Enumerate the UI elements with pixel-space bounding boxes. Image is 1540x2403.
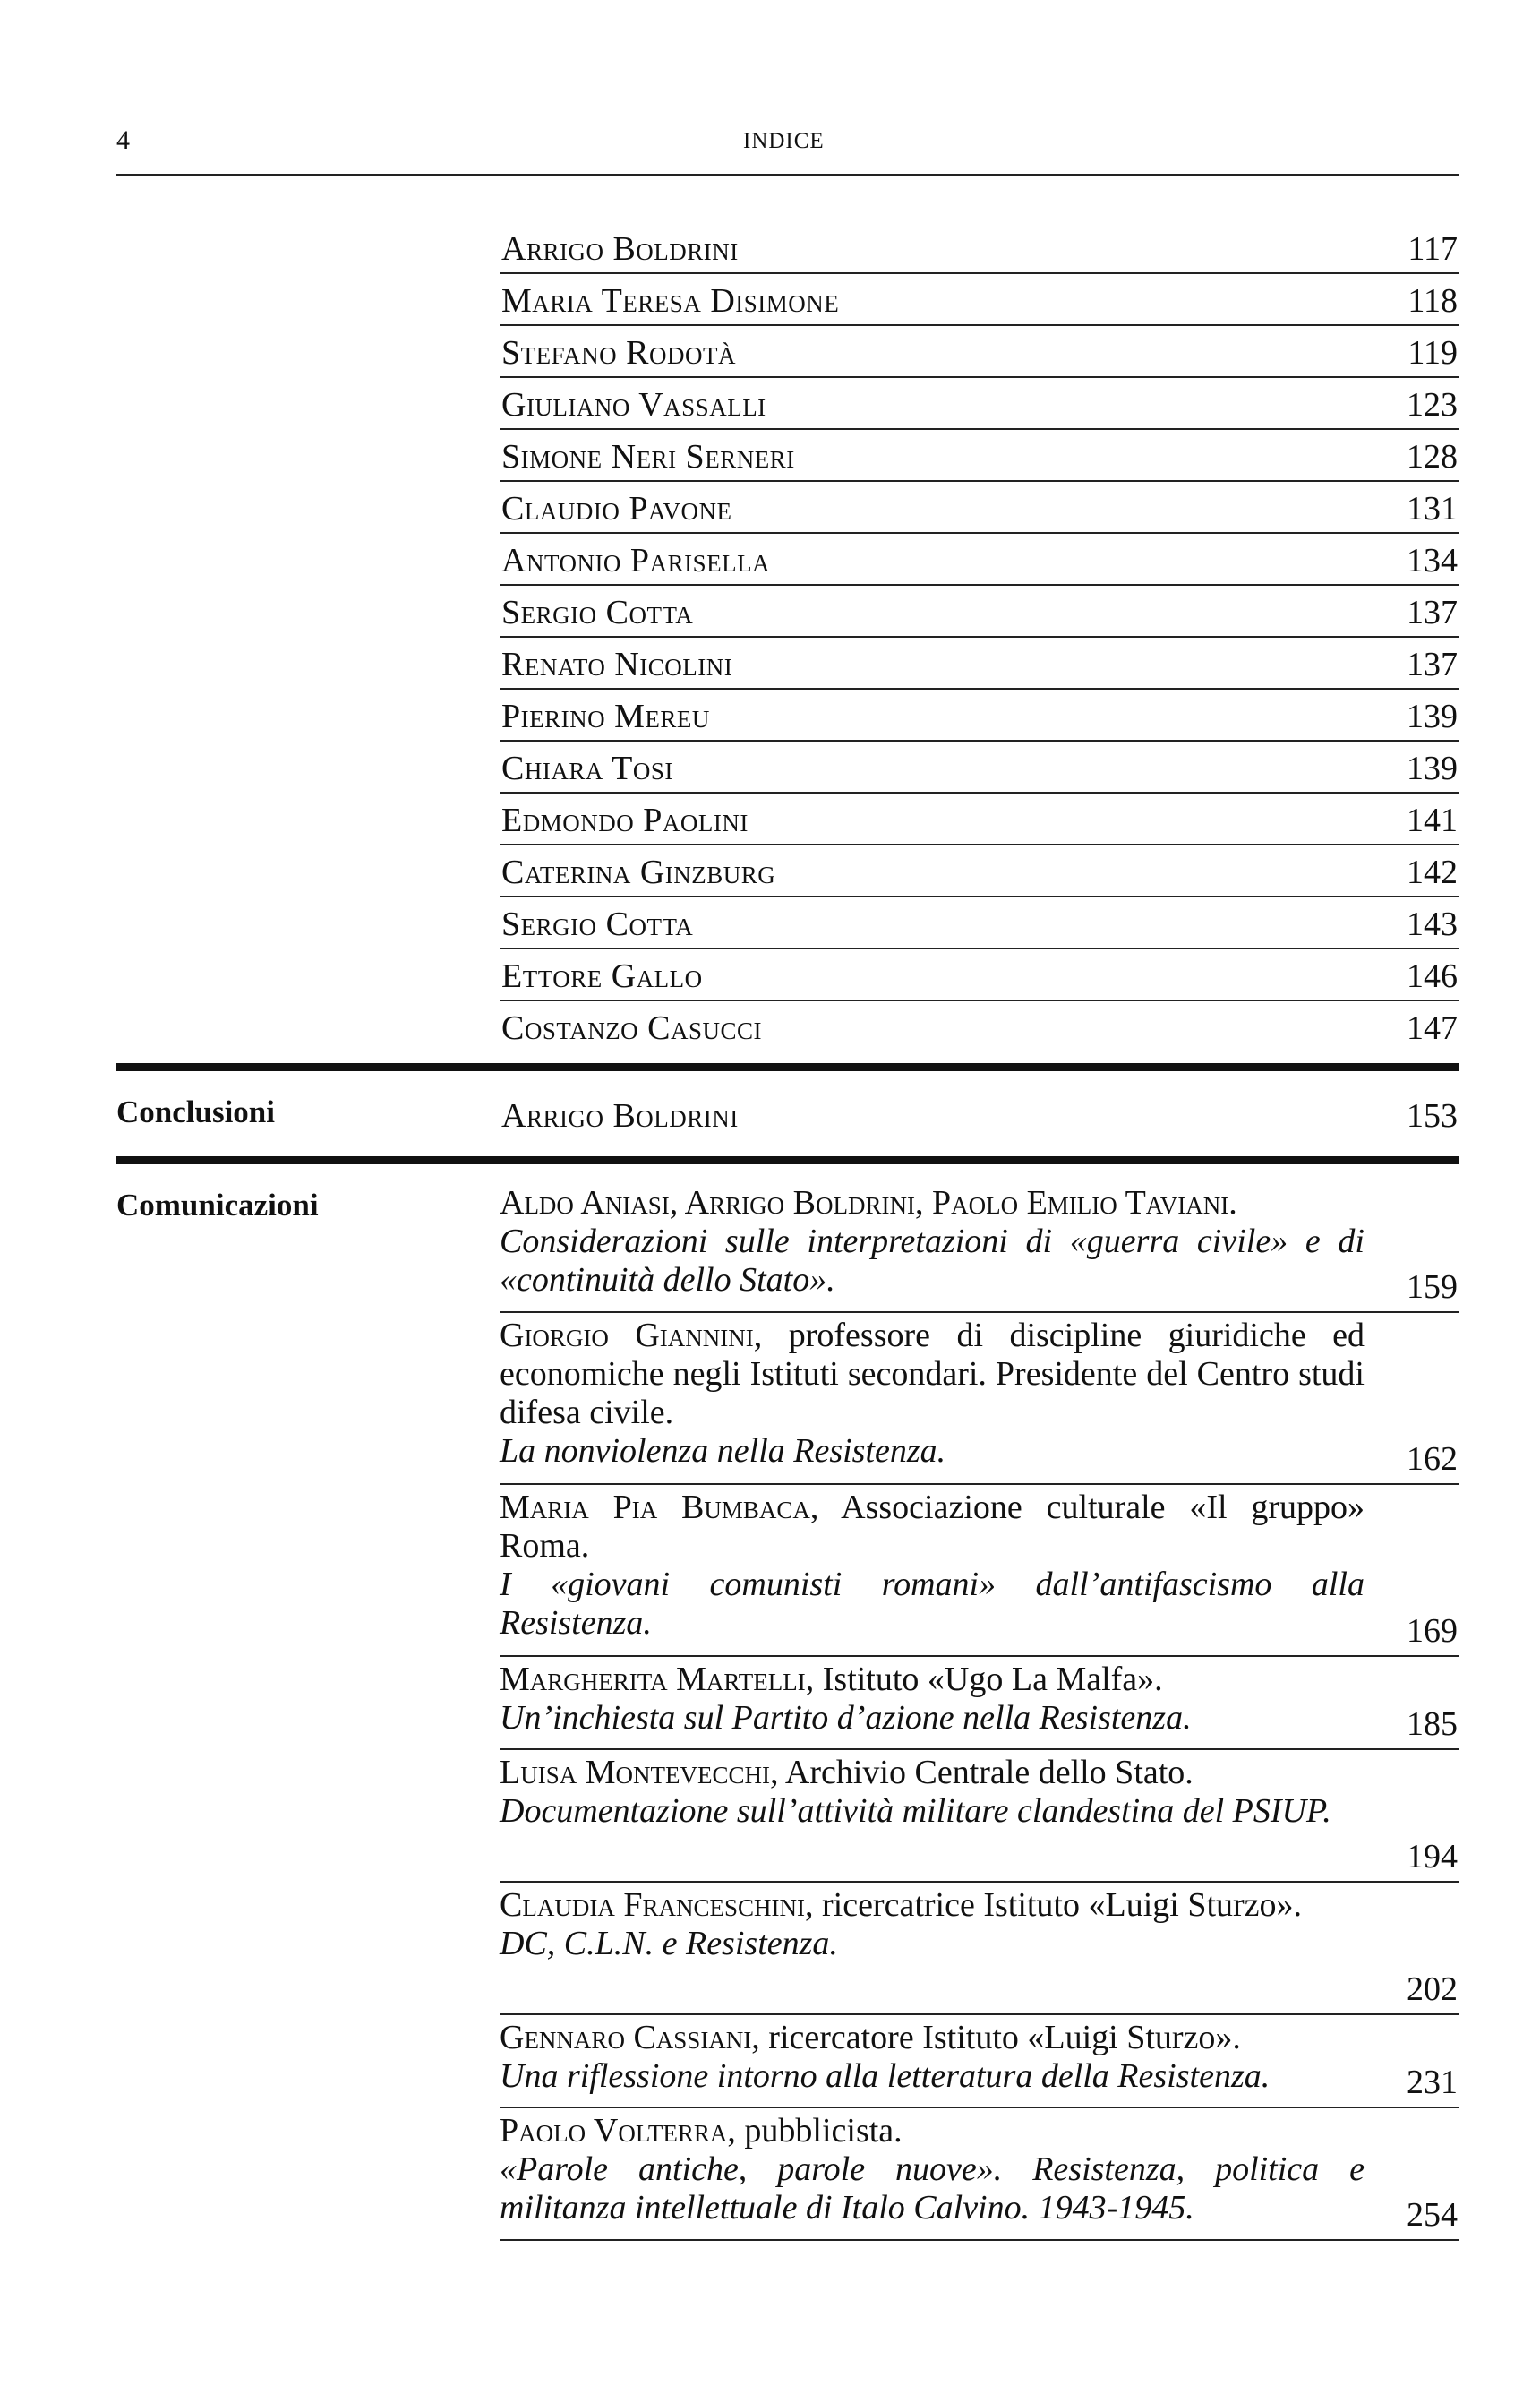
entry-page: 254 [1407,2196,1458,2234]
entry-name: Caterina Ginzburg [501,854,776,891]
toc-entry[interactable] [500,1087,1459,1139]
entry-author: Aldo Aniasi, Arrigo Boldrini, Paolo Emilio Taviani. [500,1184,1237,1222]
running-title: INDICE [743,129,825,153]
entry-page: 231 [1407,2064,1458,2101]
entry-affiliation: Archivio Centrale dello Stato. [784,1754,1194,1791]
entry-author: Maria Pia Bumbaca, [500,1489,819,1526]
communication-entry[interactable] [500,2108,1459,2241]
entry-title: «Parole antiche, parole nuove». Resistenza, politica e militanza intellettuale di Italo Calvino. 1943-1945. [500,2150,1365,2227]
entry-page: 131 [1407,490,1458,528]
toc-entry[interactable] [500,740,1459,794]
entry-name: Arrigo Boldrini [501,230,739,268]
toc-entry[interactable] [500,636,1459,690]
toc-entry[interactable] [500,844,1459,897]
entry-page: 118 [1407,282,1458,320]
section-label-comunicazioni: Comunicazioni [116,1188,319,1223]
entry-name: Edmondo Paolini [501,802,749,839]
entry-author: Claudia Franceschini, [500,1886,814,1924]
entry-page: 185 [1407,1705,1458,1743]
entry-name: Maria Teresa Disimone [501,282,840,320]
entry-page: 123 [1407,386,1458,424]
entry-page: 162 [1407,1440,1458,1478]
entry-name: Renato Nicolini [501,646,733,683]
entry-page: 137 [1407,646,1458,683]
communication-entry[interactable] [500,1657,1459,1750]
entry-page: 117 [1407,230,1458,268]
entry-name: Arrigo Boldrini [501,1097,739,1135]
entry-page: 142 [1407,854,1458,891]
toc-entry[interactable] [500,792,1459,845]
entry-page: 139 [1407,698,1458,735]
section-label-conclusioni: Conclusioni [116,1094,275,1129]
entry-page: 134 [1407,542,1458,579]
entry-page: 194 [1407,1838,1458,1875]
entry-name: Sergio Cotta [501,905,694,943]
entry-name: Pierino Mereu [501,698,710,735]
communication-entry[interactable] [500,1750,1459,1883]
entry-page: 119 [1407,334,1458,372]
entry-page: 143 [1407,905,1458,943]
entry-affiliation: Associazione culturale «Il gruppo» Roma. [500,1489,1365,1565]
toc-entry[interactable] [500,948,1459,1001]
toc-entry[interactable] [500,1000,1459,1051]
entry-name: Giuliano Vassalli [501,386,766,424]
toc-entry[interactable] [500,324,1459,378]
entry-page: 137 [1407,594,1458,631]
entry-page: 153 [1407,1097,1458,1135]
toc-entry[interactable] [500,272,1459,326]
entry-name: Costanzo Casucci [501,1009,763,1047]
entry-page: 147 [1407,1009,1458,1047]
toc-entry[interactable] [500,688,1459,742]
entry-page: 141 [1407,802,1458,839]
communication-entry[interactable] [500,1485,1459,1657]
toc-entry[interactable] [500,376,1459,430]
entry-author: Luisa Montevecchi, [500,1754,779,1791]
entry-name: Ettore Gallo [501,957,703,995]
entry-page: 159 [1407,1268,1458,1306]
entry-affiliation: ricercatrice Istituto «Luigi Sturzo». [821,1886,1303,1924]
entry-page: 139 [1407,750,1458,787]
entry-name: Claudio Pavone [501,490,732,528]
entry-name: Stefano Rodotà [501,334,736,372]
entry-affiliation: ricercatore Istituto «Luigi Sturzo». [768,2019,1241,2056]
entry-title: Considerazioni sulle interpretazioni di «guerra civile» e di «continuità dello Stato». [500,1223,1365,1299]
entry-author: Gennaro Cassiani, [500,2019,760,2056]
entry-title: Una riflessione intorno alla letteratura della Resistenza. [500,2057,1270,2095]
communication-entry[interactable] [500,1883,1459,2015]
entry-author: Giorgio Giannini, [500,1317,763,1354]
toc-entry[interactable] [500,480,1459,534]
section-rule [116,1063,1459,1071]
entry-title: DC, C.L.N. e Resistenza. [500,1925,838,1962]
entry-name: Sergio Cotta [501,594,694,631]
entry-page: 146 [1407,957,1458,995]
entry-title: Un’inchiesta sul Partito d’azione nella Resistenza. [500,1699,1192,1737]
page-header [116,124,1459,176]
toc-entry[interactable] [500,584,1459,638]
toc-entry[interactable] [500,532,1459,586]
entry-affiliation: Istituto «Ugo La Malfa». [822,1661,1163,1698]
communication-entry[interactable] [500,1313,1459,1485]
entry-page: 169 [1407,1612,1458,1650]
communication-entry[interactable] [500,1180,1459,1313]
entry-title: Documentazione sull’attività militare clandestina del PSIUP. [500,1792,1331,1830]
communication-entry[interactable] [500,2015,1459,2108]
toc-entry[interactable] [500,896,1459,949]
entry-author: Margherita Martelli, [500,1661,815,1698]
entry-name: Simone Neri Serneri [501,438,795,476]
entry-title: I «giovani comunisti romani» dall’antifascismo alla Resistenza. [500,1566,1365,1642]
toc-entry[interactable] [500,428,1459,482]
entry-name: Antonio Parisella [501,542,771,579]
toc-entry[interactable] [500,220,1459,274]
page-number: 4 [116,125,130,155]
entry-author: Paolo Volterra, [500,2112,736,2150]
entry-affiliation: professore di discipline giuridiche ed economiche negli Istituti secondari. Presidente del Centro studi difesa civile. [500,1317,1365,1431]
section-rule [116,1156,1459,1164]
entry-title: La nonviolenza nella Resistenza. [500,1432,946,1470]
entry-page: 202 [1407,1970,1458,2008]
entry-affiliation: pubblicista. [744,2112,903,2150]
entry-name: Chiara Tosi [501,750,673,787]
entry-page: 128 [1407,438,1458,476]
